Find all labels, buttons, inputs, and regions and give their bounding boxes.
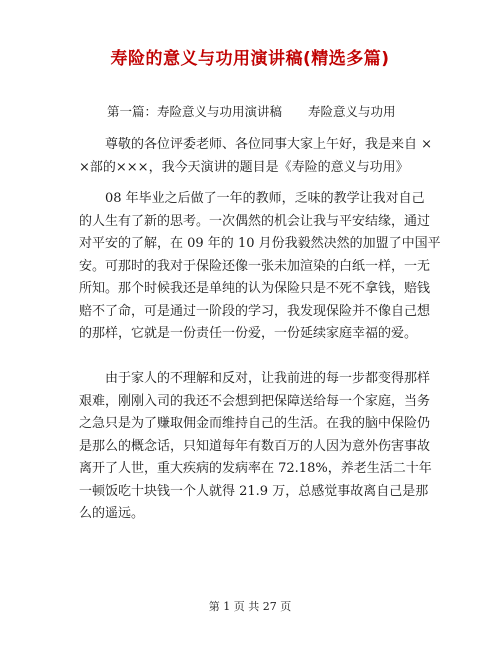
document-title: 寿险的意义与功用演讲稿(精选多篇) — [110, 49, 390, 69]
paragraph-line: 离开了人世，重大疾病的发病率在 72.18%，养老生活二十年 — [79, 461, 432, 476]
paragraph-line: ×部的×××，我今天演讲的题目是《寿险的意义与功用》 — [79, 159, 409, 175]
paragraph-line: 尊敬的各位评委老师、各位同事大家上午好，我是来自 × — [79, 137, 433, 152]
paragraph-line: 的那样，它就是一份责任一份爱，一份延续家庭幸福的爱。 — [79, 326, 418, 341]
paragraph-line: 赔不了命，可是通过一阶段的学习，我发现保险并不像自己想 — [79, 303, 431, 319]
section-heading-part2: 寿险意义与功用 — [308, 104, 396, 119]
paragraph-2 — [79, 188, 441, 346]
paragraph-line: 安。可那时的我对于保险还像一张未加渲染的白纸一样，一无 — [79, 258, 431, 274]
paragraph-line: 么的遥远。 — [79, 506, 145, 521]
paragraph-line: 08 年毕业之后做了一年的教师，乏味的教学让我对自己 — [79, 191, 425, 206]
paragraph-line: 之急只是为了赚取佣金而维持自己的生活。在我的脑中保险仍 — [79, 416, 431, 431]
section-heading-part1: 第一篇：寿险意义与功用演讲稿 — [107, 104, 283, 119]
paragraph-line: 的人生有了新的思考。一次偶然的机会让我与平安结缘，通过 — [79, 213, 431, 229]
paragraph-line: 由于家人的不理解和反对，让我前进的每一步都变得那样 — [79, 371, 431, 386]
paragraph-line: 一顿饭吃十块钱一个人就得 21.9 万，总感觉事故离自己是那 — [79, 483, 429, 499]
paragraph-1 — [79, 134, 433, 179]
section-heading — [107, 102, 396, 120]
paragraph-line: 艰难，刚刚入司的我还不会想到把保障送给每一个家庭，当务 — [79, 393, 431, 409]
paragraph-line: 对平安的了解，在 09 年的 10 月份我毅然决然的加盟了中国平 — [79, 236, 441, 251]
paragraph-line: 是那么的概念话，只知道每年有数百万的人因为意外伤害事故 — [79, 438, 431, 454]
paragraph-line: 所知。那个时候我还是单纯的认为保险只是不死不拿钱，赔钱 — [79, 281, 431, 296]
page-number: 第 1 页 共 27 页 — [208, 600, 292, 613]
paragraph-3 — [79, 368, 432, 526]
